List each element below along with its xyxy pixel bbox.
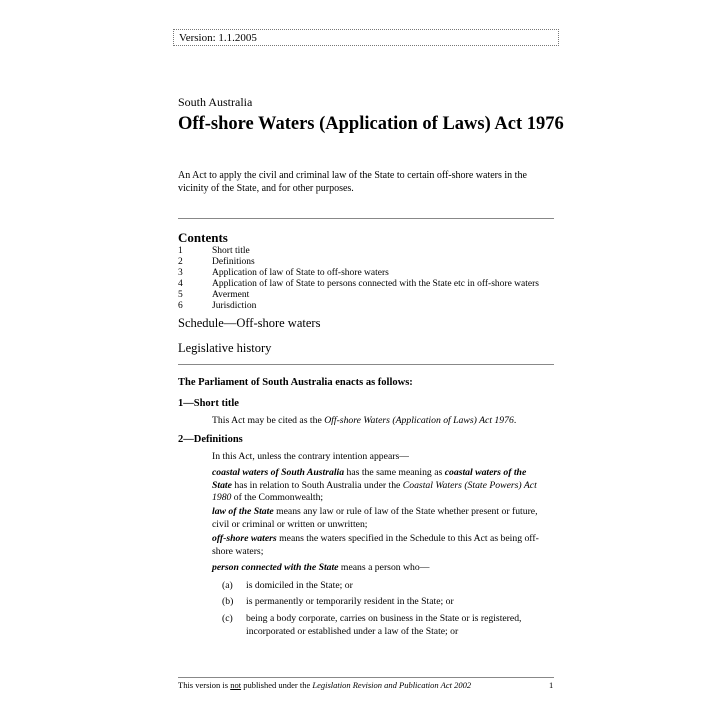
long-title: An Act to apply the civil and criminal law of the State to certain off-shore waters in the vicinity of the State, and for other purposes. (178, 170, 527, 194)
toc-item[interactable]: 4 Application of law of State to persons connected with the State etc in off-shore waters (178, 279, 539, 289)
definition-item-b: (b) is permanently or temporarily resident in the State; or (222, 596, 454, 607)
definition-coastal-waters: coastal waters of South Australia has the same meaning as coastal waters of the State has in relation to South Australia under the Coastal Waters (State Powers) Act 1980 of the Commonwealth; (212, 467, 537, 503)
section-1-text: This Act may be cited as the Off-shore Waters (Application of Laws) Act 1976. (212, 415, 517, 426)
toc-item[interactable]: 6 Jurisdiction (178, 301, 257, 311)
footer-divider (178, 677, 554, 678)
toc-item[interactable]: 1 Short title (178, 246, 250, 256)
section-1-heading: 1—Short title (178, 398, 239, 409)
toc-item[interactable]: 3 Application of law of State to off-shore waters (178, 268, 389, 278)
contents-list (178, 246, 539, 312)
toc-schedule[interactable]: Schedule—Off-shore waters (178, 316, 321, 330)
enacting-words: The Parliament of South Australia enacts as follows: (178, 377, 413, 388)
toc-item[interactable]: 2 Definitions (178, 257, 255, 267)
footer-note: This version is not published under the Legislation Revision and Publication Act 2002 (178, 680, 472, 690)
version-label: Version: 1.1.2005 (173, 29, 559, 46)
definition-item-a: (a) is domiciled in the State; or (222, 580, 353, 591)
divider (178, 364, 554, 365)
divider (178, 218, 554, 219)
contents-heading: Contents (178, 230, 228, 245)
definition-off-shore-waters: off-shore waters means the waters specified in the Schedule to this Act as being off-shore waters; (212, 533, 539, 557)
definition-person-connected: person connected with the State means a person who— (212, 562, 430, 573)
definition-law-of-state: law of the State means any law or rule of law of the State whether present or future, civil or criminal or written or unwritten; (212, 506, 538, 530)
toc-item[interactable]: 5 Averment (178, 290, 250, 300)
page-number: 1 (549, 680, 554, 690)
definition-item-c: (c) being a body corporate, carries on business in the State or is registered, incorporated or established under a law of the State; or (222, 613, 522, 637)
definitions-intro: In this Act, unless the contrary intention appears— (212, 451, 409, 462)
section-2-heading: 2—Definitions (178, 434, 243, 445)
act-title: Off-shore Waters (Application of Laws) Act 1976 (178, 114, 564, 134)
jurisdiction: South Australia (178, 95, 253, 109)
toc-legislative-history[interactable]: Legislative history (178, 341, 272, 355)
